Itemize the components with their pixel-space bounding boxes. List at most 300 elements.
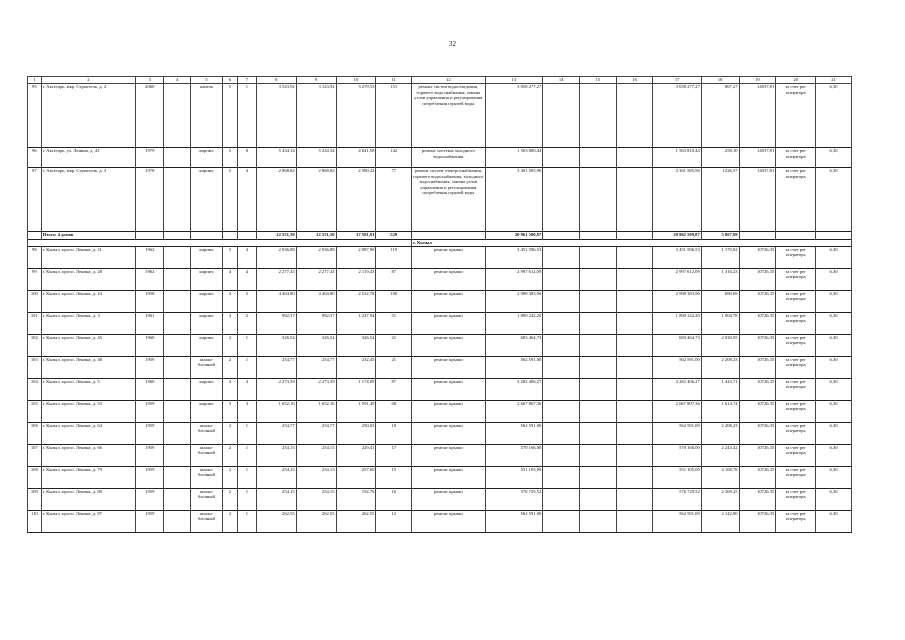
cell-empty <box>543 444 580 466</box>
cell-empty <box>164 378 190 400</box>
cell-s20: за счет рег оператора <box>776 334 816 356</box>
cell-mat: кирпич <box>190 168 223 232</box>
cell-empty <box>616 312 653 334</box>
cell-s17: 570 166,00 <box>653 444 701 466</box>
cell-ent: 1 <box>237 488 256 510</box>
cell-addr: г. Аксетарь, мкр. Строитель, д. 3 <box>41 168 135 232</box>
cell-empty <box>616 246 653 268</box>
cell-sum: 3 361 585,96 <box>485 168 543 232</box>
cell-a: 254,15 <box>256 444 296 466</box>
cell-s19: 10726,35 <box>739 510 776 532</box>
cell-work: ремонт крыши <box>412 444 485 466</box>
total-a: 22 551,59 <box>256 232 296 240</box>
cell-n: 95 <box>28 84 42 148</box>
column-number: 20 <box>776 77 816 84</box>
column-number: 12 <box>412 77 485 84</box>
cell-mat: шлако-блочный <box>190 422 223 444</box>
cell-empty <box>543 510 580 532</box>
cell-c: 2 887,90 <box>336 246 376 268</box>
cell-s17: 3 058 277,27 <box>653 84 701 148</box>
cell-empty <box>580 334 617 356</box>
cell-empty <box>616 400 653 422</box>
cell-b: 2 868,82 <box>296 168 336 232</box>
cell-s19: 10726,35 <box>739 378 776 400</box>
cell-work: ремонт крыши <box>412 356 485 378</box>
total-b: 22 551,50 <box>296 232 336 240</box>
cell-b: 5 434,34 <box>296 148 336 168</box>
cell-empty <box>543 334 580 356</box>
cell-sum: 576 729,52 <box>485 488 543 510</box>
cell-empty <box>164 168 190 232</box>
cell-empty <box>543 268 580 290</box>
cell-empty <box>580 148 617 168</box>
cell-ent: 5 <box>237 290 256 312</box>
cell-empty <box>616 232 653 240</box>
cell-ent: 3 <box>237 400 256 422</box>
cell-empty <box>164 246 190 268</box>
cell-d: 87 <box>376 268 412 290</box>
cell-fl: 4 <box>223 290 238 312</box>
cell-n: 110 <box>28 510 42 532</box>
cell-s20: за счет рег оператора <box>776 312 816 334</box>
cell-sum: 562 591,00 <box>485 422 543 444</box>
cell-s17: 3 282 406,27 <box>653 378 701 400</box>
table-row <box>28 422 852 444</box>
cell-d: 142 <box>376 148 412 168</box>
cell-b: 254,15 <box>296 466 336 488</box>
cell-c: 2 119,43 <box>336 268 376 290</box>
cell-fl: 2 <box>223 356 238 378</box>
cell-fl: 5 <box>223 84 238 148</box>
cell-b: 3 123,92 <box>296 84 336 148</box>
cell-s20: за счет рег оператора <box>776 400 816 422</box>
cell-year: 1959 <box>136 488 164 510</box>
column-number: 19 <box>739 77 776 84</box>
cell-addr: г. Кызыл, просп. Ленина, д. 66 <box>41 444 135 466</box>
cell-s17: 3 451 596,53 <box>653 246 701 268</box>
cell-a: 254,77 <box>256 356 296 378</box>
column-number: 13 <box>485 77 543 84</box>
cell-empty <box>543 148 580 168</box>
cell-b: 254,77 <box>296 356 336 378</box>
cell-d: 16 <box>376 488 412 510</box>
cell-n: 99 <box>28 268 42 290</box>
cell-c: 262,55 <box>336 510 376 532</box>
column-number: 9 <box>296 77 336 84</box>
cell-s18: 1226,57 <box>701 168 739 232</box>
cell-n: 96 <box>28 148 42 168</box>
cell-s21: 6,30 <box>816 378 852 400</box>
cell-c: 1 237,94 <box>336 312 376 334</box>
cell-empty <box>543 290 580 312</box>
cell-s20: за счет рег оператора <box>776 422 816 444</box>
cell-empty <box>580 510 617 532</box>
repair-register-table <box>27 76 852 533</box>
cell-s19: 10726,35 <box>739 334 776 356</box>
cell-a: 2 936,88 <box>256 246 296 268</box>
cell-s18: 867,27 <box>701 84 739 148</box>
cell-year: 1959 <box>136 356 164 378</box>
cell-empty <box>164 466 190 488</box>
cell-s20: за счет рег оператора <box>776 246 816 268</box>
cell-a: 254,77 <box>256 422 296 444</box>
column-number: 7 <box>237 77 256 84</box>
cell-sum: 3 058 277,27 <box>485 84 543 148</box>
cell-s18: 680,69 <box>701 290 739 312</box>
cell-b: 254,15 <box>296 444 336 466</box>
cell-work: ремонт систем электроснабжения, горячего водоснабжения, холодного водоснабжения, замена узлов управления и регулирования потребления горячей воды <box>412 168 485 232</box>
cell-n: 107 <box>28 444 42 466</box>
cell-empty <box>164 488 190 510</box>
table-row <box>28 246 852 268</box>
table-row <box>28 268 852 290</box>
cell-sum: 2 998 383,96 <box>485 290 543 312</box>
cell-s19: 14037,81 <box>739 168 776 232</box>
cell-b: 4 404,80 <box>296 290 336 312</box>
table-row <box>28 312 852 334</box>
cell-empty <box>580 168 617 232</box>
cell-addr: г. Кызыл, просп. Ленина, д. 79 <box>41 466 135 488</box>
city-heading-row <box>28 240 852 247</box>
cell-empty <box>616 148 653 168</box>
cell-s20: за счет рег оператора <box>776 356 816 378</box>
cell-s18: 1 170,92 <box>701 246 739 268</box>
cell-year: 1962 <box>136 268 164 290</box>
cell-addr: г. Кызыл, просп. Ленина, д. 45 <box>41 334 135 356</box>
cell-mat: кирпич <box>190 312 223 334</box>
cell-ent: 4 <box>237 378 256 400</box>
cell-year: 2060 <box>136 84 164 148</box>
cell-s21: 6,30 <box>816 268 852 290</box>
cell-sum: 1 890 242,20 <box>485 312 543 334</box>
cell-c: 2 580,22 <box>336 168 376 232</box>
cell-c: 326,54 <box>336 334 376 356</box>
cell-c: 1 591,49 <box>336 400 376 422</box>
table-row <box>28 334 852 356</box>
cell-ent: 4 <box>237 246 256 268</box>
cell-ent: 2 <box>237 312 256 334</box>
cell-s20: за счет рег оператора <box>776 510 816 532</box>
cell-empty <box>580 400 617 422</box>
cell-ent: 1 <box>237 422 256 444</box>
cell-s19: 10726,35 <box>739 488 776 510</box>
table-row <box>28 466 852 488</box>
cell-a: 326,54 <box>256 334 296 356</box>
cell-s19: 14037,81 <box>739 84 776 148</box>
cell-s18: 1 614,74 <box>701 400 739 422</box>
cell-year: 1962 <box>136 246 164 268</box>
total-c: 17 581,91 <box>336 232 376 240</box>
cell-empty <box>28 240 412 247</box>
cell-empty <box>616 334 653 356</box>
cell-d: 21 <box>376 356 412 378</box>
cell-empty <box>580 488 617 510</box>
cell-s21: 6,30 <box>816 312 852 334</box>
cell-addr: г. Кызыл, просп. Ленина, д. 24 <box>41 290 135 312</box>
cell-work: ремонт крыши <box>412 268 485 290</box>
table-row <box>28 400 852 422</box>
cell-d: 12 <box>376 510 412 532</box>
cell-year: 1958 <box>136 290 164 312</box>
cell-n: 105 <box>28 400 42 422</box>
cell-empty <box>543 356 580 378</box>
cell-empty <box>164 148 190 168</box>
cell-work: ремонт крыши <box>412 290 485 312</box>
cell-empty <box>164 312 190 334</box>
cell-mat: шлако-блочный <box>190 444 223 466</box>
cell-empty <box>816 232 852 240</box>
cell-s21: 6,30 <box>816 488 852 510</box>
cell-addr: г. Аксетарь, ул. Ленина, д. 43 <box>41 148 135 168</box>
cell-c: 232,45 <box>336 356 376 378</box>
cell-empty <box>580 466 617 488</box>
cell-year: 1959 <box>136 422 164 444</box>
cell-s18: 2 030,95 <box>701 334 739 356</box>
cell-empty <box>580 290 617 312</box>
cell-empty <box>164 510 190 532</box>
cell-mat: кирпич <box>190 268 223 290</box>
cell-c: 3 279,53 <box>336 84 376 148</box>
cell-mat: кирпич <box>190 334 223 356</box>
cell-s19: 10726,35 <box>739 444 776 466</box>
cell-s17: 562 591,00 <box>653 510 701 532</box>
cell-n: 100 <box>28 290 42 312</box>
cell-s19: 10726,35 <box>739 312 776 334</box>
cell-n: 108 <box>28 466 42 488</box>
cell-empty <box>616 488 653 510</box>
cell-sum: 1 563 800,44 <box>485 148 543 168</box>
cell-d: 18 <box>376 422 412 444</box>
cell-addr: г. Кызыл, просп. Ленина, д. 31 <box>41 246 135 268</box>
cell-c: 192,76 <box>336 488 376 510</box>
cell-sum: 551 105,09 <box>485 466 543 488</box>
cell-s18: 2 243,42 <box>701 444 739 466</box>
cell-empty <box>616 290 653 312</box>
total-d: 529 <box>376 232 412 240</box>
cell-s17: 551 105,09 <box>653 466 701 488</box>
cell-empty <box>580 444 617 466</box>
cell-work: ремонт крыши <box>412 422 485 444</box>
cell-s19: 10726,35 <box>739 422 776 444</box>
column-number: 10 <box>336 77 376 84</box>
cell-s19: 10726,35 <box>739 466 776 488</box>
cell-addr: г. Кызыл, просп. Ленина, д. 80 <box>41 488 135 510</box>
cell-empty <box>543 84 580 148</box>
cell-year: 1961 <box>136 312 164 334</box>
cell-empty <box>616 268 653 290</box>
cell-empty <box>164 84 190 148</box>
cell-s18: 2 142,80 <box>701 510 739 532</box>
cell-a: 2 868,82 <box>256 168 296 232</box>
cell-ent: 1 <box>237 510 256 532</box>
cell-a: 1 652,16 <box>256 400 296 422</box>
cell-s21: 6,30 <box>816 400 852 422</box>
cell-mat: шлако-блочный <box>190 510 223 532</box>
cell-d: 15 <box>376 466 412 488</box>
cell-addr: г. Кызыл, просп. Ленина, д. 28 <box>41 268 135 290</box>
column-number: 18 <box>701 77 739 84</box>
table-row <box>28 510 852 532</box>
cell-s17: 2 997 612,09 <box>653 268 701 290</box>
cell-s21: 6,30 <box>816 466 852 488</box>
cell-work: ремонт крыши <box>412 488 485 510</box>
total-row <box>28 232 852 240</box>
cell-fl: 2 <box>223 422 238 444</box>
cell-n: 103 <box>28 356 42 378</box>
cell-s17: 2 998 383,96 <box>653 290 701 312</box>
total-sum: 20 961 500,87 <box>485 232 543 240</box>
cell-empty <box>580 232 617 240</box>
cell-s20: за счет рег оператора <box>776 444 816 466</box>
cell-empty <box>580 312 617 334</box>
cell-s19: 10726,35 <box>739 400 776 422</box>
cell-s20: за счет рег оператора <box>776 378 816 400</box>
column-number: 15 <box>580 77 617 84</box>
cell-n: 98 <box>28 246 42 268</box>
cell-b: 2 277,43 <box>296 268 336 290</box>
cell-empty <box>580 378 617 400</box>
cell-s17: 1 890 242,20 <box>653 312 701 334</box>
cell-empty <box>616 444 653 466</box>
cell-ent: 4 <box>237 168 256 232</box>
column-number: 4 <box>164 77 190 84</box>
cell-ent: 1 <box>237 466 256 488</box>
total-label: Итого: 4 домов <box>41 232 135 240</box>
cell-year: 1978 <box>136 168 164 232</box>
cell-n: 97 <box>28 168 42 232</box>
cell-addr: г. Кызыл, просп. Ленина, д. 48 <box>41 356 135 378</box>
cell-s17: 2 667 807,36 <box>653 400 701 422</box>
cell-s20: за счет рег оператора <box>776 290 816 312</box>
cell-addr: г. Аксетарь, мкр. Строитель, д. 2 <box>41 84 135 148</box>
cell-year: 1959 <box>136 466 164 488</box>
table-row <box>28 84 852 148</box>
cell-empty <box>543 168 580 232</box>
cell-n: 109 <box>28 488 42 510</box>
cell-b: 254,15 <box>296 488 336 510</box>
cell-n: 102 <box>28 334 42 356</box>
cell-b: 254,77 <box>296 422 336 444</box>
cell-a: 254,15 <box>256 466 296 488</box>
cell-empty <box>616 422 653 444</box>
cell-d: 100 <box>376 290 412 312</box>
cell-b: 1 652,16 <box>296 400 336 422</box>
cell-work: ремонт систем водоотведения, горячего водоснабжения, замена узлов управления и регулирования потребления горячей воды <box>412 84 485 148</box>
cell-empty <box>164 334 190 356</box>
cell-empty <box>164 268 190 290</box>
cell-s20: за счет рег оператора <box>776 268 816 290</box>
cell-fl: 2 <box>223 444 238 466</box>
cell-ent: 1 <box>237 334 256 356</box>
cell-empty <box>776 232 816 240</box>
cell-s21: 6,30 <box>816 422 852 444</box>
column-number: 16 <box>616 77 653 84</box>
cell-a: 262,55 <box>256 510 296 532</box>
cell-year: 1959 <box>136 510 164 532</box>
city-heading: г. Кызыл <box>412 240 852 247</box>
cell-ent: 1 <box>237 356 256 378</box>
cell-s18: 1 904,78 <box>701 312 739 334</box>
cell-c: 250,03 <box>336 422 376 444</box>
cell-sum: 562 591,00 <box>485 356 543 378</box>
cell-empty <box>223 232 238 240</box>
cell-empty <box>580 84 617 148</box>
cell-s20: за счет рег оператора <box>776 466 816 488</box>
cell-empty <box>739 232 776 240</box>
cell-s20: за счет рег оператора <box>776 488 816 510</box>
column-number: 8 <box>256 77 296 84</box>
cell-s17: 1 563 810,44 <box>653 148 701 168</box>
cell-s21: 6,30 <box>816 290 852 312</box>
cell-empty <box>237 232 256 240</box>
cell-s20: за счет рег оператора <box>776 84 816 148</box>
cell-empty <box>580 268 617 290</box>
cell-mat: шлако-блочный <box>190 356 223 378</box>
cell-ent: 8 <box>237 148 256 168</box>
cell-empty <box>28 232 42 240</box>
cell-d: 119 <box>376 246 412 268</box>
cell-empty <box>543 422 580 444</box>
cell-mat: шлако-блочный <box>190 466 223 488</box>
cell-year: 1960 <box>136 378 164 400</box>
column-number: 21 <box>816 77 852 84</box>
cell-work: ремонт системы холодного водоснабжения <box>412 148 485 168</box>
cell-sum: 3 282 406,27 <box>485 378 543 400</box>
cell-work: ремонт крыши <box>412 466 485 488</box>
cell-n: 104 <box>28 378 42 400</box>
cell-addr: г. Кызыл, просп. Ленина, д. 3 <box>41 312 135 334</box>
total-s17: 20 962 509,87 <box>653 232 701 240</box>
table-row <box>28 356 852 378</box>
cell-empty <box>543 466 580 488</box>
cell-work: ремонт крыши <box>412 400 485 422</box>
cell-a: 2 273,59 <box>256 378 296 400</box>
table-row <box>28 148 852 168</box>
cell-mat: кирпич <box>190 290 223 312</box>
cell-d: 87 <box>376 378 412 400</box>
cell-sum: 570 166,00 <box>485 444 543 466</box>
cell-year: 1959 <box>136 400 164 422</box>
cell-s19: 10726,35 <box>739 290 776 312</box>
cell-s21: 6,30 <box>816 246 852 268</box>
cell-fl: 5 <box>223 246 238 268</box>
cell-s21: 6,30 <box>816 168 852 232</box>
cell-n: 101 <box>28 312 42 334</box>
table-row <box>28 488 852 510</box>
cell-empty <box>543 488 580 510</box>
cell-b: 992,37 <box>296 312 336 334</box>
cell-sum: 3 451 596,53 <box>485 246 543 268</box>
cell-s19: 10726,35 <box>739 246 776 268</box>
column-number: 17 <box>653 77 701 84</box>
cell-work: ремонт крыши <box>412 378 485 400</box>
cell-empty <box>616 378 653 400</box>
cell-empty <box>543 232 580 240</box>
cell-s17: 576 729,52 <box>653 488 701 510</box>
cell-empty <box>136 232 164 240</box>
cell-work: ремонт крыши <box>412 246 485 268</box>
cell-addr: г. Кызыл, просп. Ленина, д. 87 <box>41 510 135 532</box>
cell-s21: 6,30 <box>816 356 852 378</box>
cell-fl: 4 <box>223 312 238 334</box>
cell-d: 17 <box>376 444 412 466</box>
cell-empty <box>616 84 653 148</box>
cell-empty <box>616 168 653 232</box>
cell-empty <box>164 232 190 240</box>
cell-mat: кирпич <box>190 378 223 400</box>
table-row <box>28 378 852 400</box>
cell-s18: 2 208,23 <box>701 356 739 378</box>
